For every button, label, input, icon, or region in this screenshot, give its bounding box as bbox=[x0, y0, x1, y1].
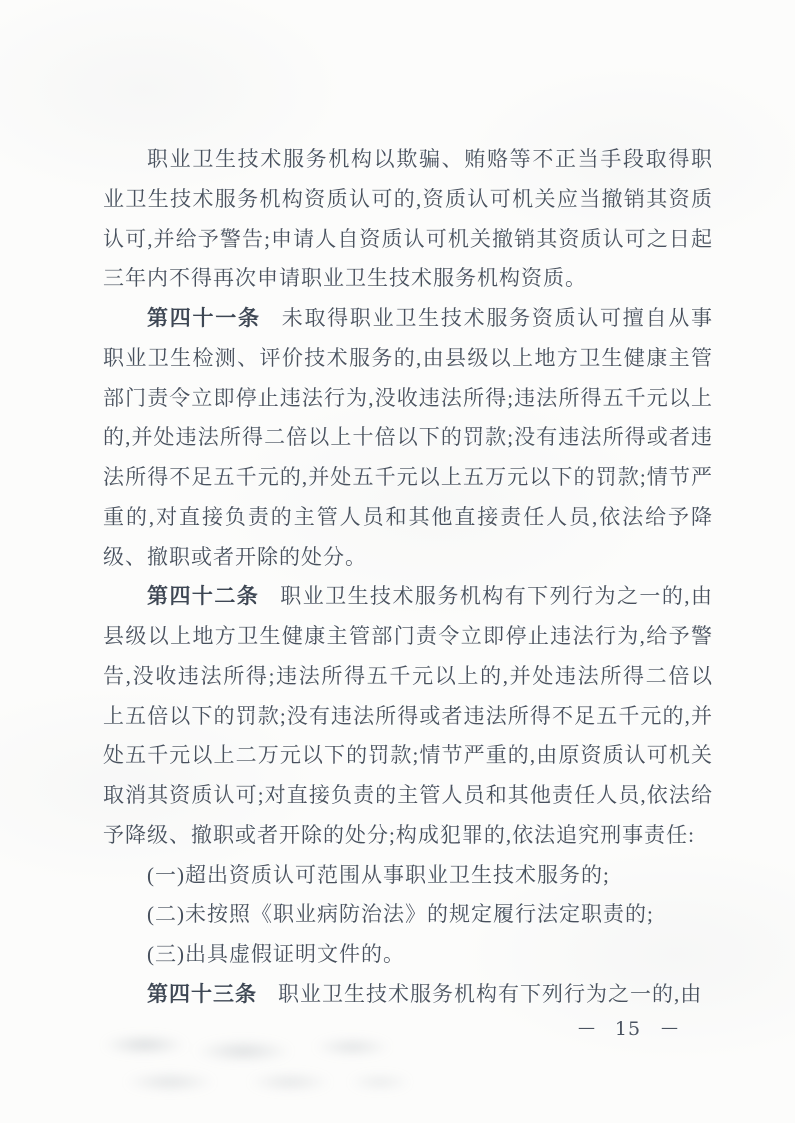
list-item-1: (一)超出资质认可范围从事职业卫生技术服务的; bbox=[147, 862, 610, 887]
paragraph-article-42 bbox=[103, 577, 713, 855]
document-body bbox=[103, 140, 713, 1015]
list-item-2: (二)未按照《职业病防治法》的规定履行法定职责的; bbox=[147, 902, 654, 927]
paragraph-intro: 职业卫生技术服务机构以欺骗、贿赂等不正当手段取得职业卫生技术服务机构资质认可的,资质认可机关应当撤销其资质认可,并给予警告;申请人自资质认可机关撤销其资质认可之日起三年内不得再次申请职业卫生技术服务机构资质。 bbox=[103, 147, 713, 291]
article-42-number: 第四十二条 bbox=[147, 585, 260, 609]
article-43-text: 职业卫生技术服务机构有下列行为之一的,由 bbox=[278, 981, 703, 1006]
article-42-text: 职业卫生技术服务机构有下列行为之一的,由县级以上地方卫生健康主管部门责令立即停止违法行为,给予警告,没收违法所得;违法所得五千元以上的,并处违法所得二倍以上五倍以下的罚款;没有违法所得或者违法所得不足五千元的,并处五千元以上二万元以下的罚款;情节严重的,由原资质认可机关取消其资质认可;对直接负责的主管人员和其他责任人员,依法给予降级、撤职或者开除的处分;构成犯罪的,依法追究刑事责任: bbox=[103, 584, 714, 847]
paragraph-article-41 bbox=[103, 299, 713, 577]
page-number-left-dash: — bbox=[578, 1018, 595, 1038]
article-41-text: 未取得职业卫生技术服务资质认可擅自从事职业卫生检测、评价技术服务的,由县级以上地方卫生健康主管部门责令立即停止违法行为,没收违法所得;违法所得五千元以上的,并处违法所得二倍以上十倍以下的罚款;没有违法所得或者违法所得不足五千元的,并处五千元以上五万元以下的罚款;情节严重的,对直接负责的主管人员和其他直接责任人员,依法给予降级、撤职或者开除的处分。 bbox=[103, 306, 714, 569]
list-item-3: (三)出具虚假证明文件的。 bbox=[147, 942, 405, 966]
paragraph-article-43 bbox=[103, 975, 713, 1015]
page-number-right-dash: — bbox=[661, 1018, 678, 1038]
article-41-number: 第四十一条 bbox=[147, 307, 261, 330]
page-number: 15 bbox=[614, 1018, 642, 1040]
article-43-number: 第四十三条 bbox=[147, 982, 257, 1006]
scan-artifact-bleedthrough-top bbox=[95, 1028, 425, 1070]
page-footer bbox=[578, 1018, 678, 1040]
scan-artifact-bleedthrough-bottom bbox=[110, 1062, 410, 1102]
